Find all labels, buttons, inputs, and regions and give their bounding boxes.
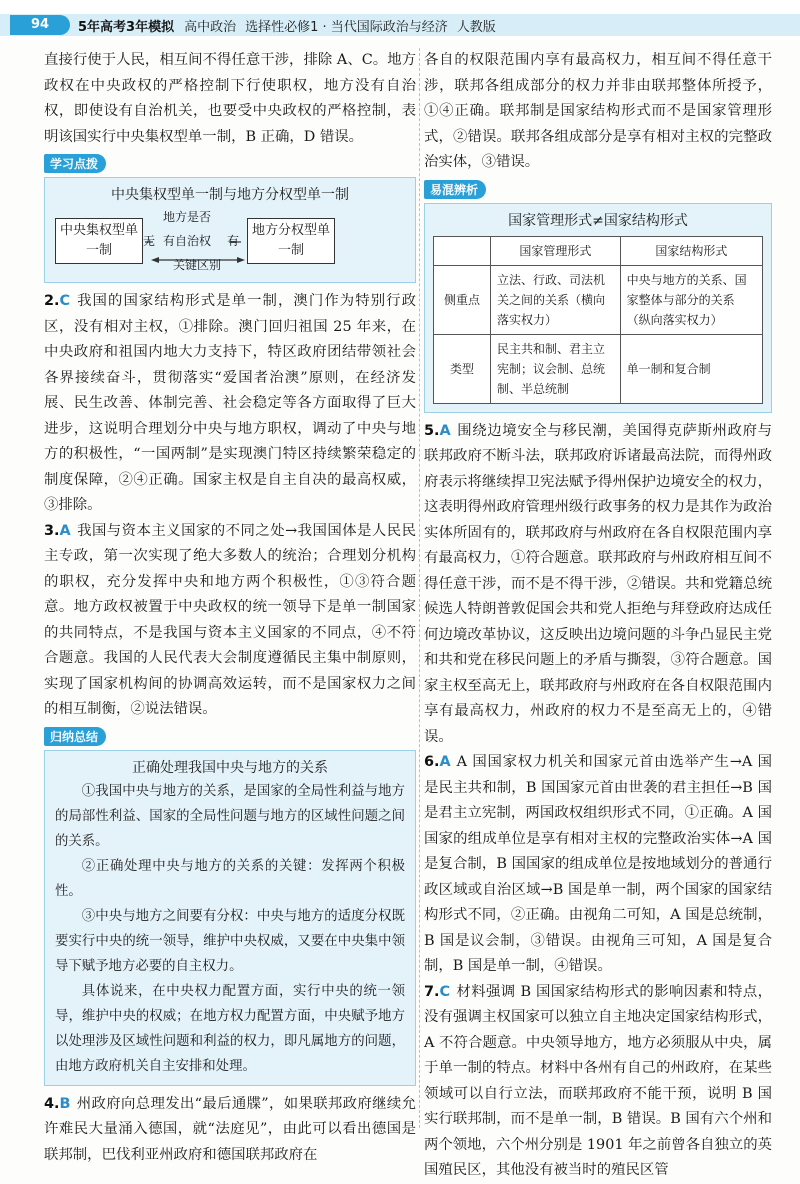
answer-4: B <box>59 1095 71 1112</box>
confuse-box <box>424 203 772 413</box>
comparison-diagram <box>55 206 405 276</box>
summary-point-4: 具体说来，在中央权力配置方面，实行中央的统一领导，维护中央的权威；在地方权力配置方面，中央赋予地方以处理涉及区域性问题和利益的权力，即凡属地方的问题，由地方政府机关自主安排和处理。 <box>55 983 405 1074</box>
diagram-bottom-label: 关键区别 <box>173 258 222 272</box>
question-3-text: 我国与资本主义国家的不同之处→我国国体是人民民主专政，第一次实现了绝大多数人的统治；合理划分机构的职权，充分发挥中央和地方两个积极性，①③符合题意。地方政权被置于中央政权的统一领导下是单一制国家的共同特点，不是我国与资本主义国家的不同点，④不符合题意。我国的人民代表大会制度遵循民主集中制原则，实现了国家机构间的协调高效运转，而不是国家权力之间的相互制衡，②说法错误。 <box>44 522 416 717</box>
summary-tag: 归纳总结 <box>44 727 106 746</box>
table-row-header: 侧重点 <box>434 265 491 334</box>
answer-5: A <box>439 422 451 439</box>
edition: 人教版 <box>456 20 496 35</box>
answer-3: A <box>59 522 71 539</box>
question-5: 5.A 围绕边境安全与移民潮，美国得克萨斯州政府与联邦政府不断斗法，联邦政府诉诸最高法院，而得州政府表示将继续捍卫宪法赋予得州保护边境安全的权力，这表明得州政府管理州级行政事务的权力是其作为政治实体所固有的，联邦政府与州政府在各自权限范围内享有最高权力，①符合题意。联邦政府与州政府相互间不得任意干涉，而不是不得干涉，②错误。共和党籍总统候选人特朗普敦促国会共和党人拒绝与拜登政府达成任何边境改革协议，这反映出边境问题的斗争凸显民主党和共和党在移民问题上的矛盾与撕裂，③符合题意。国家主权至高无上，联邦政府与州政府在各自权限范围内享有最高权力，州政府的权力不是至高无上的，④错误。 <box>424 422 772 745</box>
answer-7: C <box>439 983 451 1000</box>
table-row <box>434 334 763 403</box>
table-corner-cell <box>434 236 491 265</box>
summary-box-title: 正确处理我国中央与地方的关系 <box>132 759 328 776</box>
table-row-header: 类型 <box>434 334 491 403</box>
question-2-text: 我国的国家结构形式是单一制，澳门作为特别行政区，没有相对主权，①排除。澳门回归祖国 25 年来，在中央政府和祖国内地大力支持下，特区政府团结带领社会各界接续奋斗，贯彻落实“爱国者治澳”原则，在经济发展、民生改善、体制完善、社会稳定等各方面取得了巨大进步，这说明合理划分中央与地方职权，调动了中央与地方的积极性，“一国两制”是实现澳门特区持续繁荣稳定的制度保障，②④正确。国家主权是自主自决的最高权威，③排除。 <box>44 293 416 513</box>
question-7-text: 材料强调 B 国国家结构形式的影响因素和特点，没有强调主权国家可以独立自主地决定国家结构形式，A 不符合题意。中央领导地方，地方必须服从中央，属于单一制的特点。材料中各州有自己的州政府，在某些领域可以自行立法，而联邦政府不能干预，说明 B 国实行联邦制，而不是单一制，B 错误。B 国有六个州和两个领地，六个州分别是 1901 年之前曾各自独立的英国殖民区，其他没有被当时的殖民区管 <box>424 983 772 1178</box>
book-title: 选择性必修1 · 当代国际政治与经济 <box>245 20 448 35</box>
page-header <box>0 0 800 40</box>
subject: 高中政治 <box>184 20 237 35</box>
table-header-row <box>434 236 763 265</box>
summary-point-3: ③中央与地方之间要有分权：中央与地方的适度分权既要实行中央的统一领导，维护中央权威，又要在中央集中领导下赋予地方必要的自主权力。 <box>55 908 405 974</box>
answer-2: C <box>59 293 71 309</box>
summary-point-2: ②正确处理中央与地方的关系的关键：发挥两个积极性。 <box>55 858 405 899</box>
question-4: 4.B 州政府向总理发出“最后通牒”，如果联邦政府继续允许难民大量涌入德国，就“法庭见”，由此可以看出德国是联邦制，巴伐利亚州政府和德国联邦政府在 <box>44 1095 416 1163</box>
series-title: 5年高考3年模拟 <box>78 20 175 35</box>
table-cell: 单一制和复合制 <box>620 334 762 403</box>
question-4-text: 州政府向总理发出“最后通牒”，如果联邦政府继续允许难民大量涌入德国，就“法庭见”，由此可以看出德国是联邦制，巴伐利亚州政府和德国联邦政府在 <box>44 1095 416 1163</box>
right-column <box>424 48 772 1184</box>
table-cell: 中央与地方的关系、国家整体与部分的关系（纵向落实权力） <box>620 265 762 334</box>
diagram-none-label: 无 <box>143 234 156 248</box>
comparison-table <box>433 236 763 404</box>
diagram-has-label: 有 <box>227 234 240 248</box>
page-number: 94 <box>10 15 70 35</box>
table-cell: 立法、行政、司法机关之间的关系（横向落实权力） <box>491 265 621 334</box>
question-5-text: 围绕边境安全与移民潮，美国得克萨斯州政府与联邦政府不断斗法，联邦政府诉诸最高法院，而得州政府表示将继续捍卫宪法赋予得州保护边境安全的权力，这表明得州政府管理州级行政事务的权力是其作为政治实体所固有的，联邦政府与州政府在各自权限范围内享有最高权力，①符合题意。联邦政府与州政府相互间不得任意干涉，而不是不得干涉，②错误。共和党籍总统候选人特朗普敦促国会共和党人拒绝与拜登政府达成任何边境改革协议，这反映出边境问题的斗争凸显民主党和共和党在移民问题上的矛盾与撕裂，③符合题意。国家主权至高无上，联邦政府与州政府在各自权限范围内享有最高权力，州政府的权力不是至高无上的，④错误。 <box>424 422 772 745</box>
q4-continuation: 各自的权限范围内享有最高权力，相互间不得任意干涉，联邦各组成部分的权力并非由联邦整体所授予，①④正确。联邦制是国家结构形式而不是国家管理形式，②错误。联邦各组成部分是享有相对主权的完整政治实体，③错误。 <box>424 52 772 170</box>
question-6-text: A 国国家权力机关和国家元首由选举产生→A 国是民主共和制，B 国国家元首由世袭的君主担任→B 国是君主立宪制，两国政权组织形式不同，①正确。A 国国家的组成单位是享有相对主权的完整政治实体→A 国是复合制，B 国国家的组成单位是按地域划分的普通行政区域或自治区域→B 国是单一制，两个国家的国家结构形式不同，②正确。由视角二可知，A 国是总统制，B 国是议会制，③错误。由视角三可知，A 国是复合制，B 国是单一制，④错误。 <box>424 754 772 974</box>
centralized-unitary-node: 中央集权型单一制 <box>55 218 143 264</box>
question-7: 7.C 材料强调 B 国国家结构形式的影响因素和特点，没有强调主权国家可以独立自主地决定国家结构形式，A 不符合题意。中央领导地方，地方必须服从中央，属于单一制的特点。材料中各州有自己的州政府，在某些领域可以自行立法，而联邦政府不能干预，说明 B 国实行联邦制，而不是单一制，B 错误。B 国有六个州和两个领地，六个州分别是 1901 年之前曾各自独立的英国殖民区，其他没有被当时的殖民区管 <box>424 983 772 1178</box>
table-col-header: 国家管理形式 <box>491 236 621 265</box>
confuse-box-title: 国家管理形式≠国家结构形式 <box>508 212 688 229</box>
column-divider <box>419 48 420 1128</box>
summary-box <box>44 750 416 1086</box>
confuse-tag: 易混辨析 <box>424 180 486 199</box>
header-title <box>78 16 505 35</box>
answer-6: A <box>439 754 451 770</box>
tip-box <box>44 177 416 283</box>
left-column <box>44 48 416 1168</box>
q1-continuation: 直接行使于人民，相互间不得任意干涉，排除 A、C。地方政权在中央政权的严格控制下行使职权，地方没有自治权，即使设有自治机关，也要受中央政权的严格控制，表明该国实行中央集权型单一制，B 正确，D 错误。 <box>44 52 416 145</box>
summary-point-1: ①我国中央与地方的关系，是国家的全局性利益与地方的局部性利益、国家的全局性问题与地方的区域性问题之间的关系。 <box>55 783 405 849</box>
table-col-header: 国家结构形式 <box>620 236 762 265</box>
tip-box-title: 中央集权型单一制与地方分权型单一制 <box>111 187 349 203</box>
diagram-top-label: 地方是否 <box>163 210 212 224</box>
table-row <box>434 265 763 334</box>
table-cell: 民主共和制、君主立宪制；议会制、总统制、半总统制 <box>491 334 621 403</box>
decentralized-unitary-node: 地方分权型单一制 <box>247 218 335 264</box>
question-2: 2.C 我国的国家结构形式是单一制，澳门作为特别行政区，没有相对主权，①排除。澳门回归祖国 25 年来，在中央政府和祖国内地大力支持下，特区政府团结带领社会各界接续奋斗，贯彻落实“爱国者治澳”原则，在经济发展、民生改善、体制完善、社会稳定等各方面取得了巨大进步，这说明合理划分中央与地方职权，调动了中央与地方的积极性，“一国两制”是实现澳门特区持续繁荣稳定的制度保障，②④正确。国家主权是自主自决的最高权威，③排除。 <box>44 293 416 513</box>
question-3: 3.A 我国与资本主义国家的不同之处→我国国体是人民民主专政，第一次实现了绝大多数人的统治；合理划分机构的职权，充分发挥中央和地方两个积极性，①③符合题意。地方政权被置于中央政权的统一领导下是单一制国家的共同特点，不是我国与资本主义国家的不同点，④不符合题意。我国的人民代表大会制度遵循民主集中制原则，实现了国家机构间的协调高效运转，而不是国家权力之间的相互制衡，②说法错误。 <box>44 522 416 717</box>
question-6: 6.A A 国国家权力机关和国家元首由选举产生→A 国是民主共和制，B 国国家元首由世袭的君主担任→B 国是君主立宪制，两国政权组织形式不同，①正确。A 国国家的组成单位是享有相对主权的完整政治实体→A 国是复合制，B 国国家的组成单位是按地域划分的普通行政区域或自治区域→B 国是单一制，两个国家的国家结构形式不同，②正确。由视角二可知，A 国是总统制，B 国是议会制，③错误。由视角三可知，A 国是复合制，B 国是单一制，④错误。 <box>424 754 772 974</box>
diagram-autonomy-label: 有自治权 <box>163 234 212 248</box>
tip-tag: 学习点拨 <box>44 154 106 173</box>
